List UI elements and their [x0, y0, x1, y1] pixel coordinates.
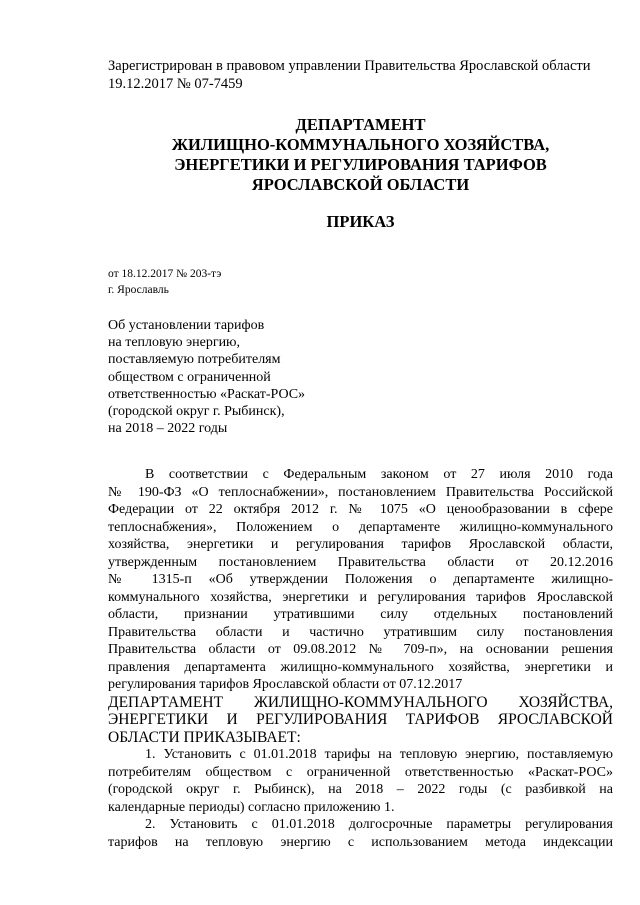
body-line: потребителям обществом с ограниченной ответственностью «Раскат-РОС» [108, 764, 613, 780]
subject-line: поставляемую потребителям [108, 352, 281, 368]
body-line: правления департамента жилищно-коммунального хозяйства, энергетики и [108, 659, 613, 675]
order-body [108, 466, 613, 851]
order-city: г. Ярославль [108, 284, 169, 296]
body-line: теплоснабжения», Положением о департаменте жилищно-коммунального [108, 519, 613, 535]
order-date-number: от 18.12.2017 № 203-тэ [108, 268, 222, 280]
subject-line: на тепловую энергию, [108, 335, 241, 351]
body-line: Правительства области от 09.08.2012 № 709-п», на основании решения [108, 642, 613, 657]
registration-line-2: 19.12.2017 № 07-7459 [108, 76, 243, 92]
department-line-4: ЯРОСЛАВСКОЙ ОБЛАСТИ [251, 175, 470, 194]
body-line: коммунального хозяйства, энергетики и регулирования тарифов Ярославской [108, 589, 613, 605]
body-line: Федерации от 22 октября 2012 г. № 1075 «О ценообразовании в сфере [108, 502, 613, 517]
department-heading [108, 115, 613, 195]
subject-line: (городской округ г. Рыбинск), [108, 404, 285, 420]
department-line-3: ЭНЕРГЕТИКИ И РЕГУЛИРОВАНИЯ ТАРИФОВ [174, 155, 547, 174]
department-line-1: ДЕПАРТАМЕНТ [295, 115, 426, 134]
body-line: тарифов на тепловую энергию с использованием метода индексации [108, 834, 613, 850]
body-line: хозяйства, энергетики и регулирования тарифов Ярославской области, [108, 537, 613, 552]
body-line: (городской округ г. Рыбинск), на 2018 – 2022 годы (с разбивкой на [108, 782, 613, 797]
registration-line-1: Зарегистрирован в правовом управлении Правительства Ярославской области [108, 58, 591, 74]
subject-line: на 2018 – 2022 годы [108, 421, 228, 437]
order-details [108, 266, 221, 298]
body-line: календарные периоды) согласно приложению 1. [108, 799, 395, 815]
order-subject [108, 317, 305, 437]
body-line: 2. Установить с 01.01.2018 долгосрочные параметры регулирования [145, 817, 613, 832]
body-line: Правительства области и частично утратившим силу постановления [108, 624, 613, 640]
body-line: 1. Установить с 01.01.2018 тарифы на тепловую энергию, поставляемую [145, 747, 613, 762]
body-line: № 1315-п «Об утверждении Положения о департаменте жилищно- [108, 572, 613, 587]
body-line: В соответствии с Федеральным законом от 27 июля 2010 года [145, 467, 613, 482]
body-line: № 190-ФЗ «О теплоснабжении», постановлением Правительства Российской [108, 484, 613, 500]
body-line-caps: ОБЛАСТИ ПРИКАЗЫВАЕТ: [108, 728, 301, 746]
body-line-caps: ДЕПАРТАМЕНТ ЖИЛИЩНО-КОММУНАЛЬНОГО ХОЗЯЙСТВА, [108, 693, 613, 711]
body-line: утвержденным постановлением Правительства области от 20.12.2016 [108, 554, 613, 570]
department-line-2: ЖИЛИЩНО-КОММУНАЛЬНОГО ХОЗЯЙСТВА, [171, 135, 550, 154]
registration-note [108, 57, 613, 93]
subject-line: Об установлении тарифов [108, 318, 265, 333]
body-line: области, признании утратившими силу отдельных постановлений [108, 607, 613, 622]
subject-line: ответственностью «Раскат-РОС» [108, 386, 306, 402]
body-line: регулирования тарифов Ярославской области от 07.12.2017 [108, 677, 463, 692]
body-line-caps: ЭНЕРГЕТИКИ И РЕГУЛИРОВАНИЯ ТАРИФОВ ЯРОСЛАВСКОЙ [108, 711, 613, 728]
subject-line: обществом с ограниченной [108, 369, 271, 385]
document-type-title: ПРИКАЗ [326, 212, 395, 231]
